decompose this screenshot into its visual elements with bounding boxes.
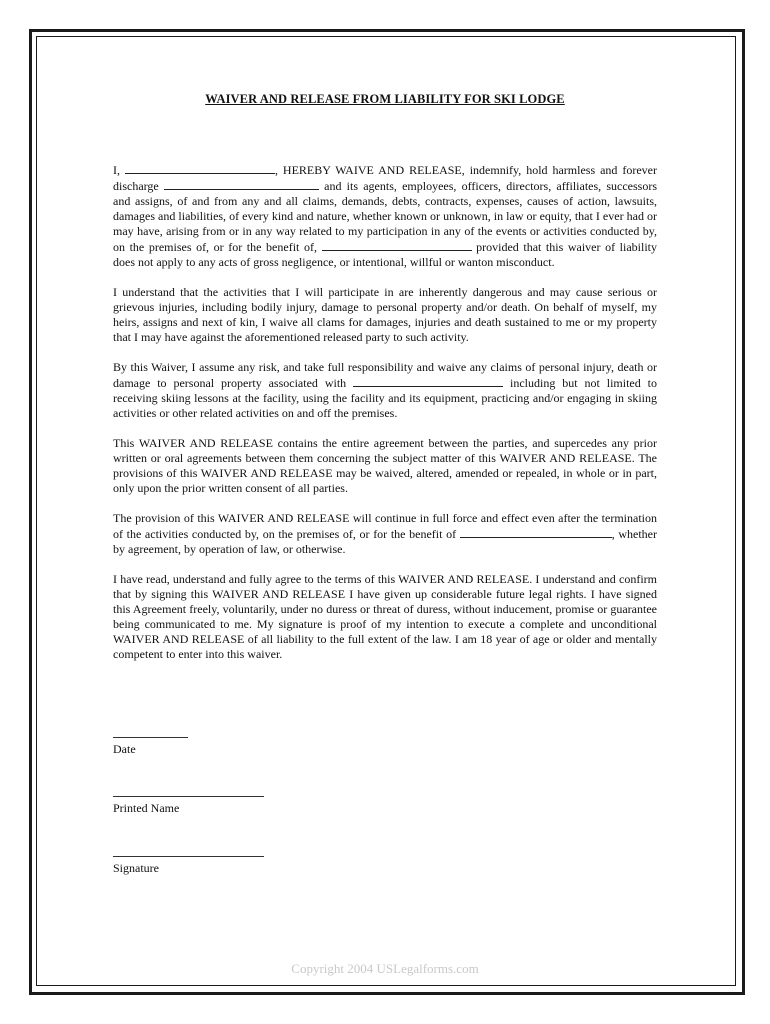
p5-text-a: The provision of this WAIVER AND RELEASE will continue in full force and effect even after the termination of the activities conducted by, on the premises of, or for the benefit of [113, 511, 657, 541]
paragraph-risks: I understand that the activities that I will participate in are inherently dangerous and may cause serious or grievous injuries, including bodily injury, damage to personal property and/or death. On behalf of myself, my heirs, assigns and next of kin, I waive all clams for damages, injuries and death sustained to me or my property that I may have against the aforementioned released party to such activity. [113, 285, 657, 344]
beneficiary-blank[interactable] [322, 239, 472, 251]
paragraph-assumption [113, 360, 657, 421]
p1-text-b: , HEREBY WAIVE AND RELEASE, indemnify, hold harmless and forever discharge [113, 163, 657, 193]
signature-field [113, 856, 264, 876]
document-body [113, 92, 657, 677]
date-label: Date [113, 742, 136, 756]
printed-name-field [113, 796, 264, 816]
printed-name-label: Printed Name [113, 801, 180, 815]
copyright-watermark: Copyright 2004 USLegalforms.com [291, 961, 479, 976]
paragraph-continuation [113, 511, 657, 557]
signature-line[interactable] [113, 856, 264, 857]
releasor-name-blank[interactable] [125, 162, 275, 174]
signature-label: Signature [113, 861, 159, 875]
printed-name-line[interactable] [113, 796, 264, 797]
paragraph-entire-agreement: This WAIVER AND RELEASE contains the entire agreement between the parties, and supercedes any prior written or oral agreements between them concerning the subject matter of this WAIVER AND RELEASE. The provisions of this WAIVER AND RELEASE may be waived, altered, amended or repealed, in whole or in part, only upon the prior written consent of all parties. [113, 436, 657, 495]
p3-text-a: By this Waiver, I assume any risk, and take full responsibility and waive any claims of personal injury, death or damage to personal property associated with [113, 360, 657, 390]
paragraph-acknowledgement: I have read, understand and fully agree to the terms of this WAIVER AND RELEASE. I understand and confirm that by signing this WAIVER AND RELEASE I have given up considerable future legal rights. I have signed this Agreement freely, voluntarily, under no duress or threat of duress, without inducement, promise or guarantee being communicated to me. My signature is proof of my intention to execute a complete and unconditional WAIVER AND RELEASE of all liability to the full extent of the law. I am 18 year of age or older and mentally competent to enter into this waiver. [113, 572, 657, 661]
benefit-party-blank[interactable] [460, 526, 612, 538]
p1-text-c: and its agents, employees, officers, directors, affiliates, successors and assigns, of and from any and all claims, demands, debts, contracts, expenses, causes of action, lawsuits, damages and liabilities, of every kind and nature, whether known or unknown, in law or equity, that I ever had or may have, arising from or in any way related to my participation in any of the events or activities conducted by, on the premises of, or for the benefit of, [113, 179, 657, 254]
document-title: WAIVER AND RELEASE FROM LIABILITY FOR SKI LODGE [205, 92, 565, 106]
paragraph-release [113, 162, 657, 270]
date-line[interactable] [113, 737, 188, 738]
p1-text-d: provided that this waiver of liability does not apply to any acts of gross negligence, or intentional, willful or wanton misconduct. [113, 240, 657, 269]
date-field [113, 737, 188, 757]
released-party-blank[interactable] [164, 178, 319, 190]
p1-text-a: I, [113, 163, 125, 177]
associated-party-blank[interactable] [353, 375, 503, 387]
p5-text-b: , whether by agreement, by operation of law, or otherwise. [113, 527, 658, 556]
p3-text-b: including but not limited to receiving skiing lessons at the facility, using the facility and its equipment, practicing and/or engaging in skiing activities or other related activities on and off the premises. [113, 376, 657, 420]
